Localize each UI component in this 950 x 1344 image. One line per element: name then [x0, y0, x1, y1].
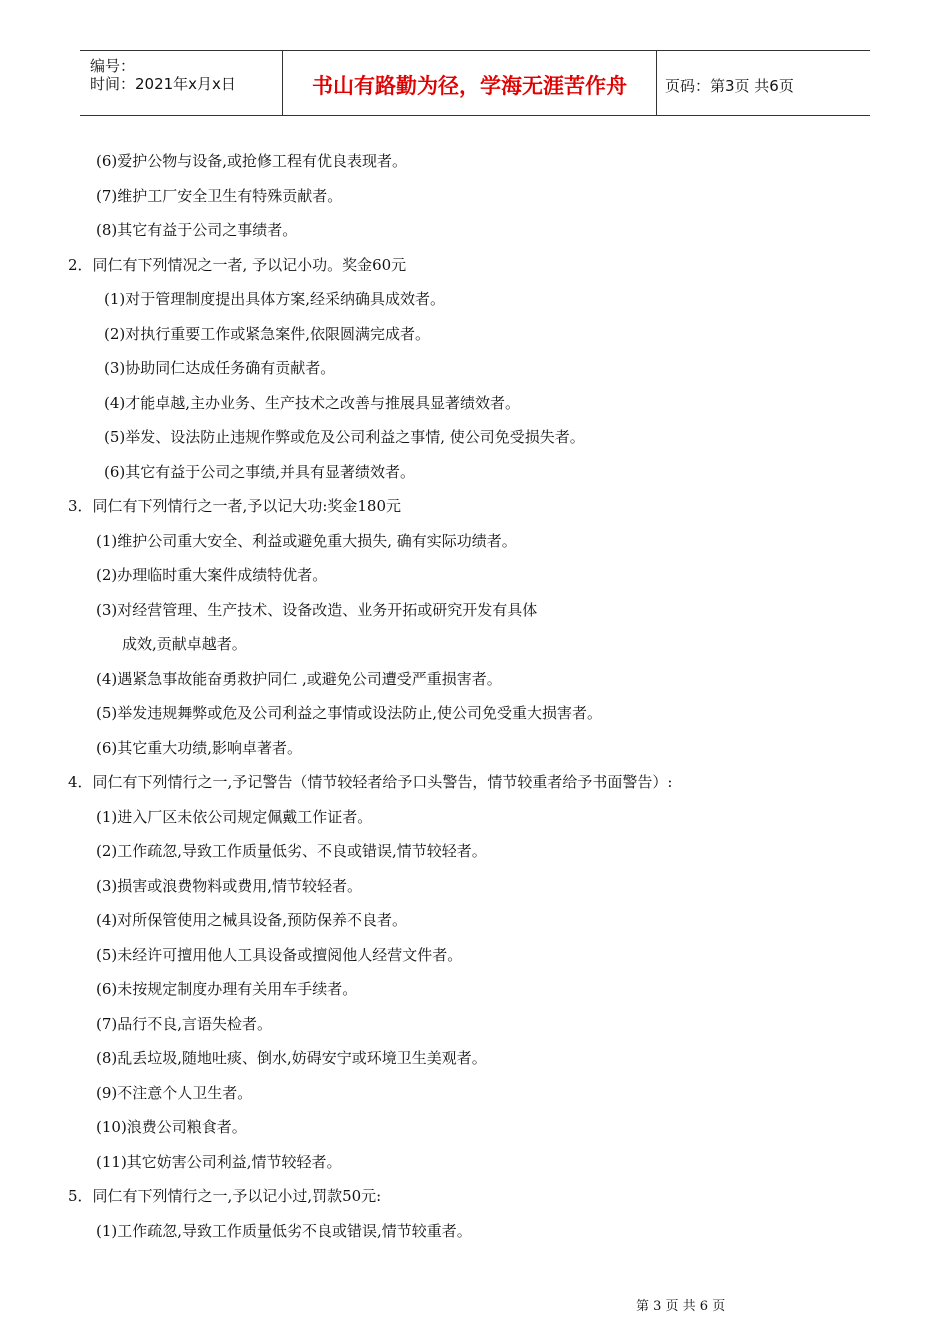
list-item: (6)爱护公物与设备,或抢修工程有优良表现者。 [96, 152, 408, 170]
list-item: (3)损害或浪费物料或费用,情节较轻者。 [96, 877, 363, 895]
list-item: (4)对所保管使用之械具设备,预防保养不良者。 [96, 911, 408, 929]
list-item: (8)乱丢垃圾,随地吐痰、倒水,妨碍安宁或环境卫生美观者。 [96, 1049, 487, 1067]
header-meta [80, 51, 283, 115]
list-item: (1)进入厂区未依公司规定佩戴工作证者。 [96, 808, 373, 826]
list-item: (5)举发、设法防止违规作弊或危及公司利益之事情, 使公司免受损失者。 [104, 428, 585, 446]
section-heading: 2．同仁有下列情况之一者, 予以记小功。奖金60元 [68, 256, 407, 274]
section-heading: 5．同仁有下列情行之一,予以记小过,罚款50元: [68, 1187, 382, 1205]
list-item: (7)品行不良,言语失检者。 [96, 1015, 273, 1033]
document-number-label: 编号： [90, 57, 136, 75]
list-item: (1)维护公司重大安全、利益或避免重大损失, 确有实际功绩者。 [96, 532, 517, 550]
list-item: (2)工作疏忽,导致工作质量低劣、不良或错误,情节较轻者。 [96, 842, 487, 860]
page-footer: 第 3 页 共 6 页 [636, 1299, 726, 1314]
page-header [80, 50, 870, 116]
list-item-continuation: 成效,贡献卓越者。 [122, 635, 247, 653]
list-item: (4)遇紧急事故能奋勇救护同仁 ,或避免公司遭受严重损害者。 [96, 670, 502, 688]
list-item: (6)其它重大功绩,影响卓著者。 [96, 739, 303, 757]
list-item: (11)其它妨害公司利益,情节较轻者。 [96, 1153, 342, 1171]
list-item: (6)未按规定制度办理有关用车手续者。 [96, 980, 358, 998]
list-item: (2)办理临时重大案件成绩特优者。 [96, 566, 328, 584]
header-page-label: 页码：第3页 共6页 [665, 76, 794, 95]
list-item: (8)其它有益于公司之事绩者。 [96, 221, 298, 239]
list-item: (5)未经许可擅用他人工具设备或擅阅他人经营文件者。 [96, 946, 463, 964]
list-item: (3)对经营管理、生产技术、设备改造、业务开拓或研究开发有具体 [96, 601, 538, 619]
list-item: (4)才能卓越,主办业务、生产技术之改善与推展具显著绩效者。 [104, 394, 521, 412]
section-heading: 3．同仁有下列情行之一者,予以记大功:奖金180元 [68, 497, 401, 515]
list-item: (10)浪费公司粮食者。 [96, 1118, 247, 1136]
document-time-label: 时间：2021年x月x日 [90, 75, 236, 93]
list-item: (6)其它有益于公司之事绩,并具有显著绩效者。 [104, 463, 416, 481]
list-item: (5)举发违规舞弊或危及公司利益之事情或设法防止,使公司免受重大损害者。 [96, 704, 603, 722]
list-item: (9)不注意个人卫生者。 [96, 1084, 253, 1102]
list-item: (7)维护工厂安全卫生有特殊贡献者。 [96, 187, 343, 205]
header-motto: 书山有路勤为径，学海无涯苦作舟 [283, 51, 657, 115]
section-heading: 4．同仁有下列情行之一,予记警告（情节较轻者给予口头警告，情节较重者给予书面警告）: [68, 773, 673, 791]
list-item: (1)对于管理制度提出具体方案,经采纳确具成效者。 [104, 290, 446, 308]
list-item: (2)对执行重要工作或紧急案件,依限圆满完成者。 [104, 325, 431, 343]
list-item: (3)协助同仁达成任务确有贡献者。 [104, 359, 336, 377]
list-item: (1)工作疏忽,导致工作质量低劣不良或错误,情节较重者。 [96, 1222, 472, 1240]
